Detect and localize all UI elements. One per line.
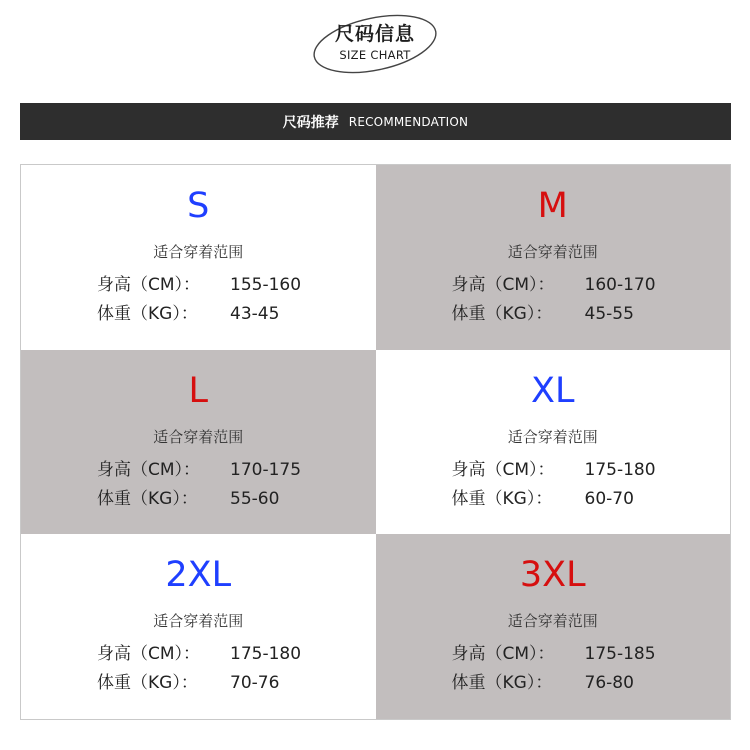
height-label: 身高（CM）：: [451, 459, 555, 480]
weight-row: [452, 484, 634, 509]
size-grid: [20, 164, 731, 720]
weight-value: 76-80: [584, 673, 634, 694]
weight-row: [97, 299, 279, 324]
weight-value: 70-76: [230, 673, 280, 694]
height-row: [97, 639, 301, 664]
height-label: 身高（CM）：: [97, 644, 201, 665]
size-label: 2XL: [165, 555, 232, 596]
height-value: 175-185: [584, 644, 656, 665]
height-value: 155-160: [230, 275, 302, 295]
height-label: 身高（CM）：: [97, 275, 201, 295]
weight-label: 体重（KG）：: [451, 488, 553, 509]
height-row: [97, 270, 301, 295]
fit-range-label: 适合穿着范围: [153, 427, 244, 446]
size-label: 3XL: [519, 555, 586, 596]
size-label: M: [537, 186, 568, 226]
height-value: 175-180: [584, 459, 656, 480]
size-card-xl: [376, 350, 731, 535]
size-card-l: [21, 350, 376, 535]
height-row: [97, 455, 301, 480]
fit-range-label: 适合穿着范围: [153, 243, 244, 261]
fit-range-label: 适合穿着范围: [153, 612, 244, 631]
weight-row: [97, 484, 279, 509]
weight-value: 43-45: [230, 304, 280, 324]
height-row: [452, 639, 656, 664]
weight-value: 45-55: [584, 304, 634, 324]
weight-row: [452, 299, 634, 324]
height-value: 175-180: [230, 644, 302, 665]
size-card-3xl: [376, 534, 731, 719]
weight-label: 体重（KG）：: [97, 488, 198, 509]
height-label: 身高（CM）：: [97, 459, 201, 480]
weight-row: [97, 668, 279, 693]
fit-range-label: 适合穿着范围: [507, 612, 598, 631]
size-card-s: [21, 165, 376, 350]
size-chart-title: [305, 6, 445, 78]
recommendation-title-en: RECOMMENDATION: [348, 114, 469, 129]
size-label: S: [187, 186, 210, 226]
fit-range-label: 适合穿着范围: [507, 427, 598, 446]
recommendation-title-cn: 尺码推荐: [282, 114, 339, 131]
weight-label: 体重（KG）：: [97, 673, 198, 694]
weight-label: 体重（KG）：: [97, 304, 198, 324]
weight-value: 55-60: [230, 488, 280, 509]
height-label: 身高（CM）：: [451, 644, 555, 665]
height-row: [452, 270, 656, 295]
recommendation-bar: [20, 103, 731, 140]
weight-row: [452, 668, 634, 693]
weight-label: 体重（KG）：: [451, 304, 553, 324]
height-value: 160-170: [584, 275, 656, 295]
title-en: SIZE CHART: [339, 48, 411, 62]
size-label: L: [188, 370, 208, 411]
height-row: [452, 455, 656, 480]
size-label: XL: [531, 370, 575, 411]
size-card-2xl: [21, 534, 376, 719]
height-value: 170-175: [230, 459, 302, 480]
weight-label: 体重（KG）：: [451, 673, 553, 694]
weight-value: 60-70: [584, 488, 634, 509]
title-cn: 尺码信息: [334, 23, 415, 45]
size-card-m: [376, 165, 731, 350]
height-label: 身高（CM）：: [451, 275, 555, 295]
fit-range-label: 适合穿着范围: [507, 243, 598, 261]
